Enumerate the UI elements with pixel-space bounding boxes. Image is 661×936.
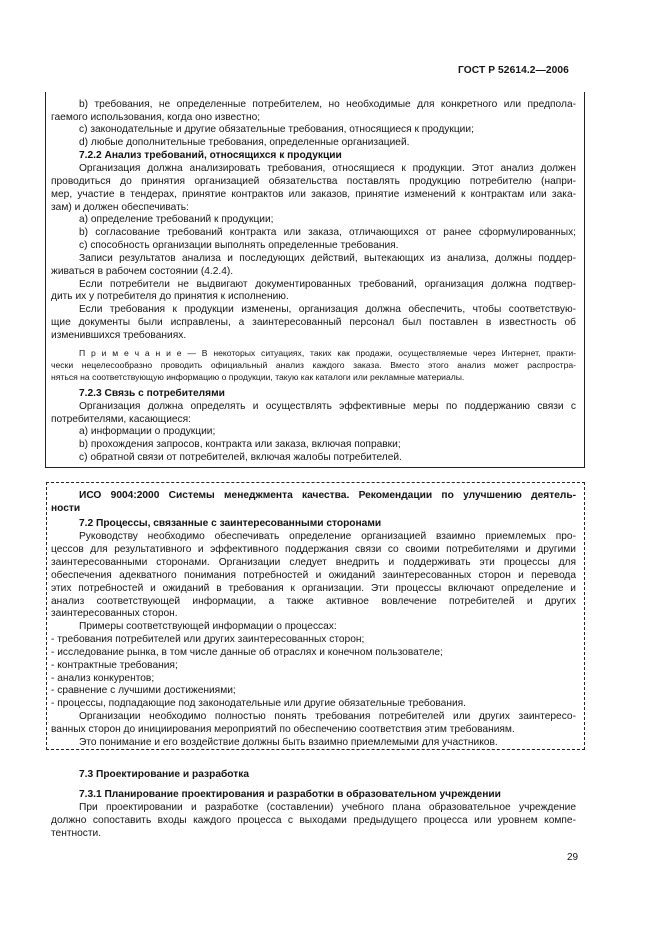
- text-line: Записи результатов анализа и последующих действий, вытекающих из анализа, должны поддер-: [79, 253, 576, 264]
- text-line: При проектировании и разработке (составлении) учебного плана образовательное учреждение: [79, 802, 576, 813]
- subsection-heading: 7.2.2 Анализ требований, относящихся к продукции: [79, 150, 342, 161]
- text-line: обеспечения адекватного понимания потребностей и ожиданий заинтересованных сторон и перевода: [51, 570, 576, 581]
- text-line: Руководству необходимо обеспечивать определение организацией взаимно приемлемых про-: [79, 531, 576, 542]
- list-item: - контрактные требования;: [51, 660, 178, 671]
- subsection-heading: 7.2 Процессы, связанные с заинтересованными сторонами: [79, 518, 382, 529]
- list-item: - процессы, подпадающие под законодательные или другие обязательные требования.: [51, 698, 467, 709]
- text-line: анализ соответствующей информации, а также активное вовлечение потребителей и других: [51, 596, 576, 607]
- text-line: b) требования, не определенные потребителем, но необходимые для конкретного или предпола-: [79, 99, 576, 110]
- iso-heading: ИСО 9004:2000 Системы менеджмента качества. Рекомендации по улучшению деятель-: [79, 490, 576, 501]
- text-line: заинтересованными сторонами. Организации следует внедрить и поддерживать эти процессы для: [51, 557, 576, 568]
- text-line: зам) и должен обеспечивать:: [51, 202, 189, 213]
- text-line: Это понимание и его воздействие должны быть взаимно приемлемыми для участников.: [79, 737, 498, 748]
- text-line: Примеры соответствующей информации о процессах:: [79, 621, 337, 632]
- list-item: - требования потребителей или других заинтересованных сторон;: [51, 634, 365, 645]
- text-line: должно сопоставить входы каждого процесса с выходами предыдущего процесса или уровнем компе-: [51, 815, 576, 826]
- list-item: - исследование рынка, в том числе данные об отраслях и конечном пользователе;: [51, 647, 443, 658]
- text-line: d) любые дополнительные требования, определенные организацией.: [79, 137, 410, 148]
- subsection-heading: 7.3.1 Планирование проектирования и разработки в образовательном учреждении: [79, 789, 501, 800]
- text-line: Организация должна определять и осуществлять эффективные меры по поддержанию связи с: [79, 401, 576, 412]
- section-heading: 7.3 Проектирование и разработка: [79, 769, 250, 780]
- text-line: Если требования к продукции изменены, организация должна обеспечить, чтобы соответствую-: [79, 304, 576, 315]
- text-line: изменившихся требованиях.: [51, 330, 187, 341]
- text-line: проводиться до принятия организацией обязательства поставлять продукцию потребителю (напри-: [51, 176, 576, 187]
- note-line: чески нецелесообразно проводить официальный анализ каждого заказа. Вместо этого анализ может распростра-: [51, 360, 576, 370]
- text-line: живаться в рабочем состоянии (4.2.4).: [51, 266, 234, 277]
- text-line: c) законодательные и другие обязательные требования, относящиеся к продукции;: [79, 124, 474, 135]
- text-line: b) прохождения запросов, контракта или заказа, включая поправки;: [79, 439, 401, 450]
- document-code: ГОСТ Р 52614.2—2006: [458, 65, 569, 76]
- text-line: Если потребители не выдвигают документированных требований, организация должна подтвер-: [79, 279, 576, 290]
- text-line: c) обратной связи от потребителей, включая жалобы потребителей.: [79, 452, 402, 463]
- text-line: мер, участие в тендерах, принятие контрактов или заказов, принятие изменений к контрактам или зака-: [51, 189, 576, 200]
- text-line: Организация должна анализировать требования, относящиеся к продукции. Этот анализ должен: [79, 163, 576, 174]
- list-item: - сравнение с лучшими достижениями;: [51, 685, 236, 696]
- text-line: a) определение требований к продукции;: [79, 214, 274, 225]
- text-line: c) способность организации выполнять определенные требования.: [79, 240, 399, 251]
- subsection-heading: 7.2.3 Связь с потребителями: [79, 388, 225, 399]
- text-line: b) согласование требований контракта или заказа, отличающихся от ранее сформулированных;: [79, 227, 576, 238]
- text-line: щие документы были исправлены, а заинтересованный персонал был поставлен в известность об: [51, 317, 576, 328]
- text-line: этих потребностей и ожиданий в требования к организации. Эти процессы включают определение и: [51, 583, 576, 594]
- iso-heading: ности: [51, 503, 81, 514]
- text-line: ванных сторон до инициирования мероприятий по обеспечению соответствия этим требованиям.: [51, 724, 515, 735]
- text-line: a) информации о продукции;: [79, 426, 216, 437]
- text-line: Организации необходимо полностью понять требования потребителей или других заинтересо-: [79, 711, 576, 722]
- text-line: цессов для результативного и эффективного поддержания связи со своими потребителями и другими: [51, 544, 576, 555]
- text-line: тентности.: [51, 828, 102, 839]
- text-line: гаемого использования, когда оно известно;: [51, 112, 261, 123]
- text-line: дить их у потребителя до принятия к исполнению.: [51, 291, 289, 302]
- page-number: 29: [567, 852, 579, 863]
- text-line: потребителями, касающиеся:: [51, 414, 191, 425]
- list-item: - анализ конкурентов;: [51, 673, 155, 684]
- text-line: заинтересованных сторон.: [51, 608, 178, 619]
- note-line: няться на соответствующую информацию о продукции, такую как каталоги или рекламные материалы.: [51, 372, 465, 382]
- note-line: П р и м е ч а н и е — В некоторых ситуациях, таких как продажи, осуществляемые через Интернет, практи-: [79, 348, 576, 358]
